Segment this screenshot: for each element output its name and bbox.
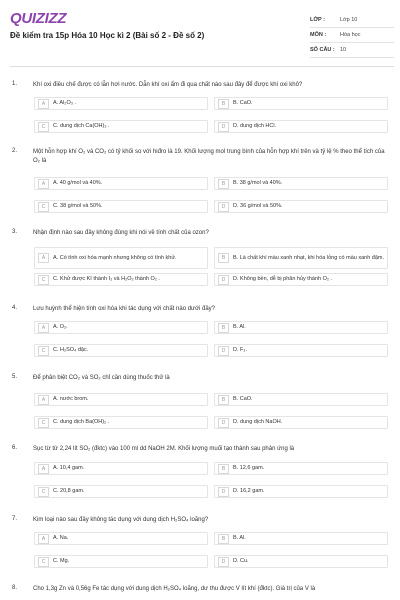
option-letter-box: A xyxy=(38,534,49,544)
option-letter-box: A xyxy=(38,253,49,263)
option-letter-box: C xyxy=(38,557,49,567)
header-divider xyxy=(10,66,394,67)
option-text: A. Na. xyxy=(53,535,69,541)
option-letter-box: C xyxy=(38,122,49,132)
option-letter-box: A xyxy=(38,323,49,333)
option-text: A. Al₂O₃ . xyxy=(53,100,77,106)
answer-option[interactable] xyxy=(214,344,388,357)
answer-option[interactable] xyxy=(34,485,208,498)
answer-option[interactable] xyxy=(214,462,388,475)
answer-option[interactable] xyxy=(214,177,388,190)
answer-option[interactable] xyxy=(34,247,208,269)
option-text: A. Có tính oxi hóa mạnh nhưng không có tính khử. xyxy=(53,254,177,261)
option-text: C. dung dịch Ba(OH)₂ . xyxy=(53,419,110,425)
header xyxy=(0,0,400,66)
option-text: D. Cu. xyxy=(233,558,249,564)
answer-option[interactable] xyxy=(34,177,208,190)
option-text: B. Là chất khí màu xanh nhạt, khi hóa lỏng có màu xanh đậm. xyxy=(233,254,385,261)
option-letter-box: A xyxy=(38,179,49,189)
meta-row-class xyxy=(310,13,394,28)
meta-value: Hóa học xyxy=(340,32,361,38)
meta-value: Lớp 10 xyxy=(340,17,358,23)
option-letter-box: D xyxy=(218,122,229,132)
option-letter-box: A xyxy=(38,464,49,474)
question-number: 6. xyxy=(12,445,18,451)
option-letter-box: B xyxy=(218,179,229,189)
page-title: Đề kiểm tra 15p Hóa 10 Học kì 2 (Bài số 2 - Đề số 2) xyxy=(10,31,205,40)
option-text: D. dung dịch NaOH. xyxy=(233,419,283,425)
option-text: D. 36 g/mol và 50%. xyxy=(233,203,283,209)
option-text: B. CaO. xyxy=(233,100,253,106)
answer-option[interactable] xyxy=(214,532,388,545)
answer-option[interactable] xyxy=(34,532,208,545)
answer-option[interactable] xyxy=(34,344,208,357)
option-text: B. Al. xyxy=(233,535,246,541)
option-letter-box: C xyxy=(38,346,49,356)
question-text: Cho 1,3g Zn và 0,56g Fe tác dụng với dung dịch H₂SO₄ loãng, dư thu được V lít khí (đktc). Giá trị của V là xyxy=(33,586,316,592)
option-text: B. CaO. xyxy=(233,396,253,402)
question-text: Để phân biệt CO₂ và SO₂ chỉ cần dùng thuốc thử là xyxy=(33,375,170,381)
answer-option[interactable] xyxy=(34,200,208,213)
answer-option[interactable] xyxy=(34,416,208,429)
meta-table xyxy=(310,13,394,58)
answer-option[interactable] xyxy=(34,321,208,334)
option-text: A. O₂. xyxy=(53,324,68,330)
quizizz-logo: QUIZIZZ xyxy=(10,10,67,27)
answer-option[interactable] xyxy=(34,97,208,110)
answer-option[interactable] xyxy=(214,555,388,568)
option-text: B. 38 g/mol và 40%. xyxy=(233,180,283,186)
answer-option[interactable] xyxy=(34,462,208,475)
meta-value: 10 xyxy=(340,47,347,53)
option-letter-box: D xyxy=(218,346,229,356)
question-number: 5. xyxy=(12,374,18,380)
question-number: 3. xyxy=(12,229,18,235)
question-number: 2. xyxy=(12,148,18,154)
option-letter-box: D xyxy=(218,557,229,567)
question-text: Sục từ từ 2,24 lít SO₂ (đktc) vào 100 ml dd NaOH 2M. Khối lượng muối tạo thành sau phản ứng là xyxy=(33,446,295,452)
option-letter-box: B xyxy=(218,253,229,263)
answer-option[interactable] xyxy=(214,247,388,269)
option-letter-box: B xyxy=(218,395,229,405)
option-text: D. dung dịch HCl. xyxy=(233,123,277,129)
question-number: 7. xyxy=(12,516,18,522)
meta-row-count xyxy=(310,43,394,58)
meta-key: SỐ CÂU : xyxy=(310,47,335,53)
question-number: 1. xyxy=(12,81,18,87)
meta-key: LỚP : xyxy=(310,17,325,23)
option-text: D. 16,2 gam. xyxy=(233,488,265,494)
answer-option[interactable] xyxy=(34,393,208,406)
option-text: C. H₂SO₄ đặc. xyxy=(53,347,89,353)
option-letter-box: B xyxy=(218,534,229,544)
option-letter-box: C xyxy=(38,418,49,428)
option-text: C. Khử được KI thành I₂ và H₂O₂ thành O₂ . xyxy=(53,276,160,282)
option-letter-box: B xyxy=(218,323,229,333)
option-letter-box: B xyxy=(218,99,229,109)
answer-option[interactable] xyxy=(34,273,208,286)
meta-key: MÔN : xyxy=(310,32,327,38)
question-text: Kim loại nào sau đây không tác dụng với dung dịch H₂SO₄ loãng? xyxy=(33,517,209,523)
option-text: A. nước brom. xyxy=(53,396,89,402)
option-text: A. 40 g/mol và 40%. xyxy=(53,180,103,186)
answer-option[interactable] xyxy=(34,555,208,568)
question-text: Khí oxi điều chế được có lẫn hơi nước. Dẫn khí oxi ẩm đi qua chất nào sau đây để được khí oxi khô? xyxy=(33,82,303,88)
answer-option[interactable] xyxy=(214,485,388,498)
option-text: C. 38 g/mol và 50%. xyxy=(53,203,103,209)
option-text: B. 12,6 gam. xyxy=(233,465,265,471)
option-text: B. Al. xyxy=(233,324,246,330)
option-letter-box: D xyxy=(218,418,229,428)
question-text: Nhận định nào sau đây không đúng khi nói về tính chất của ozon? xyxy=(33,230,209,236)
answer-option[interactable] xyxy=(214,321,388,334)
option-text: C. dung dịch Ca(OH)₂ . xyxy=(53,123,110,129)
meta-row-subject xyxy=(310,28,394,43)
answer-option[interactable] xyxy=(214,120,388,133)
question-text: Lưu huỳnh thể hiện tính oxi hóa khi tác dụng với chất nào dưới đây? xyxy=(33,306,216,312)
option-text: A. 10,4 gam. xyxy=(53,465,85,471)
answer-option[interactable] xyxy=(214,273,388,286)
option-text: C. 20,8 gam. xyxy=(53,488,85,494)
option-text: C. Mg. xyxy=(53,558,70,564)
option-letter-box: B xyxy=(218,464,229,474)
option-letter-box: D xyxy=(218,202,229,212)
option-letter-box: D xyxy=(218,275,229,285)
option-letter-box: A xyxy=(38,99,49,109)
question-number: 8. xyxy=(12,585,18,591)
option-letter-box: C xyxy=(38,487,49,497)
answer-option[interactable] xyxy=(214,97,388,110)
question-number: 4. xyxy=(12,305,18,311)
answer-option[interactable] xyxy=(214,393,388,406)
option-letter-box: D xyxy=(218,487,229,497)
question-text: Một hỗn hợp khí O₂ và CO₂ có tỷ khối so với hiđro là 19. Khối lượng mol trung bình của hỗn hợp khí trên và tỷ lệ % theo thể tích của O₂ là xyxy=(33,149,385,164)
option-letter-box: C xyxy=(38,202,49,212)
answer-option[interactable] xyxy=(214,416,388,429)
option-letter-box: A xyxy=(38,395,49,405)
answer-option[interactable] xyxy=(34,120,208,133)
answer-option[interactable] xyxy=(214,200,388,213)
option-text: D. F₂. xyxy=(233,347,248,353)
option-letter-box: C xyxy=(38,275,49,285)
option-text: D. Không bền, dễ bị phân hủy thành O₂ . xyxy=(233,276,333,282)
